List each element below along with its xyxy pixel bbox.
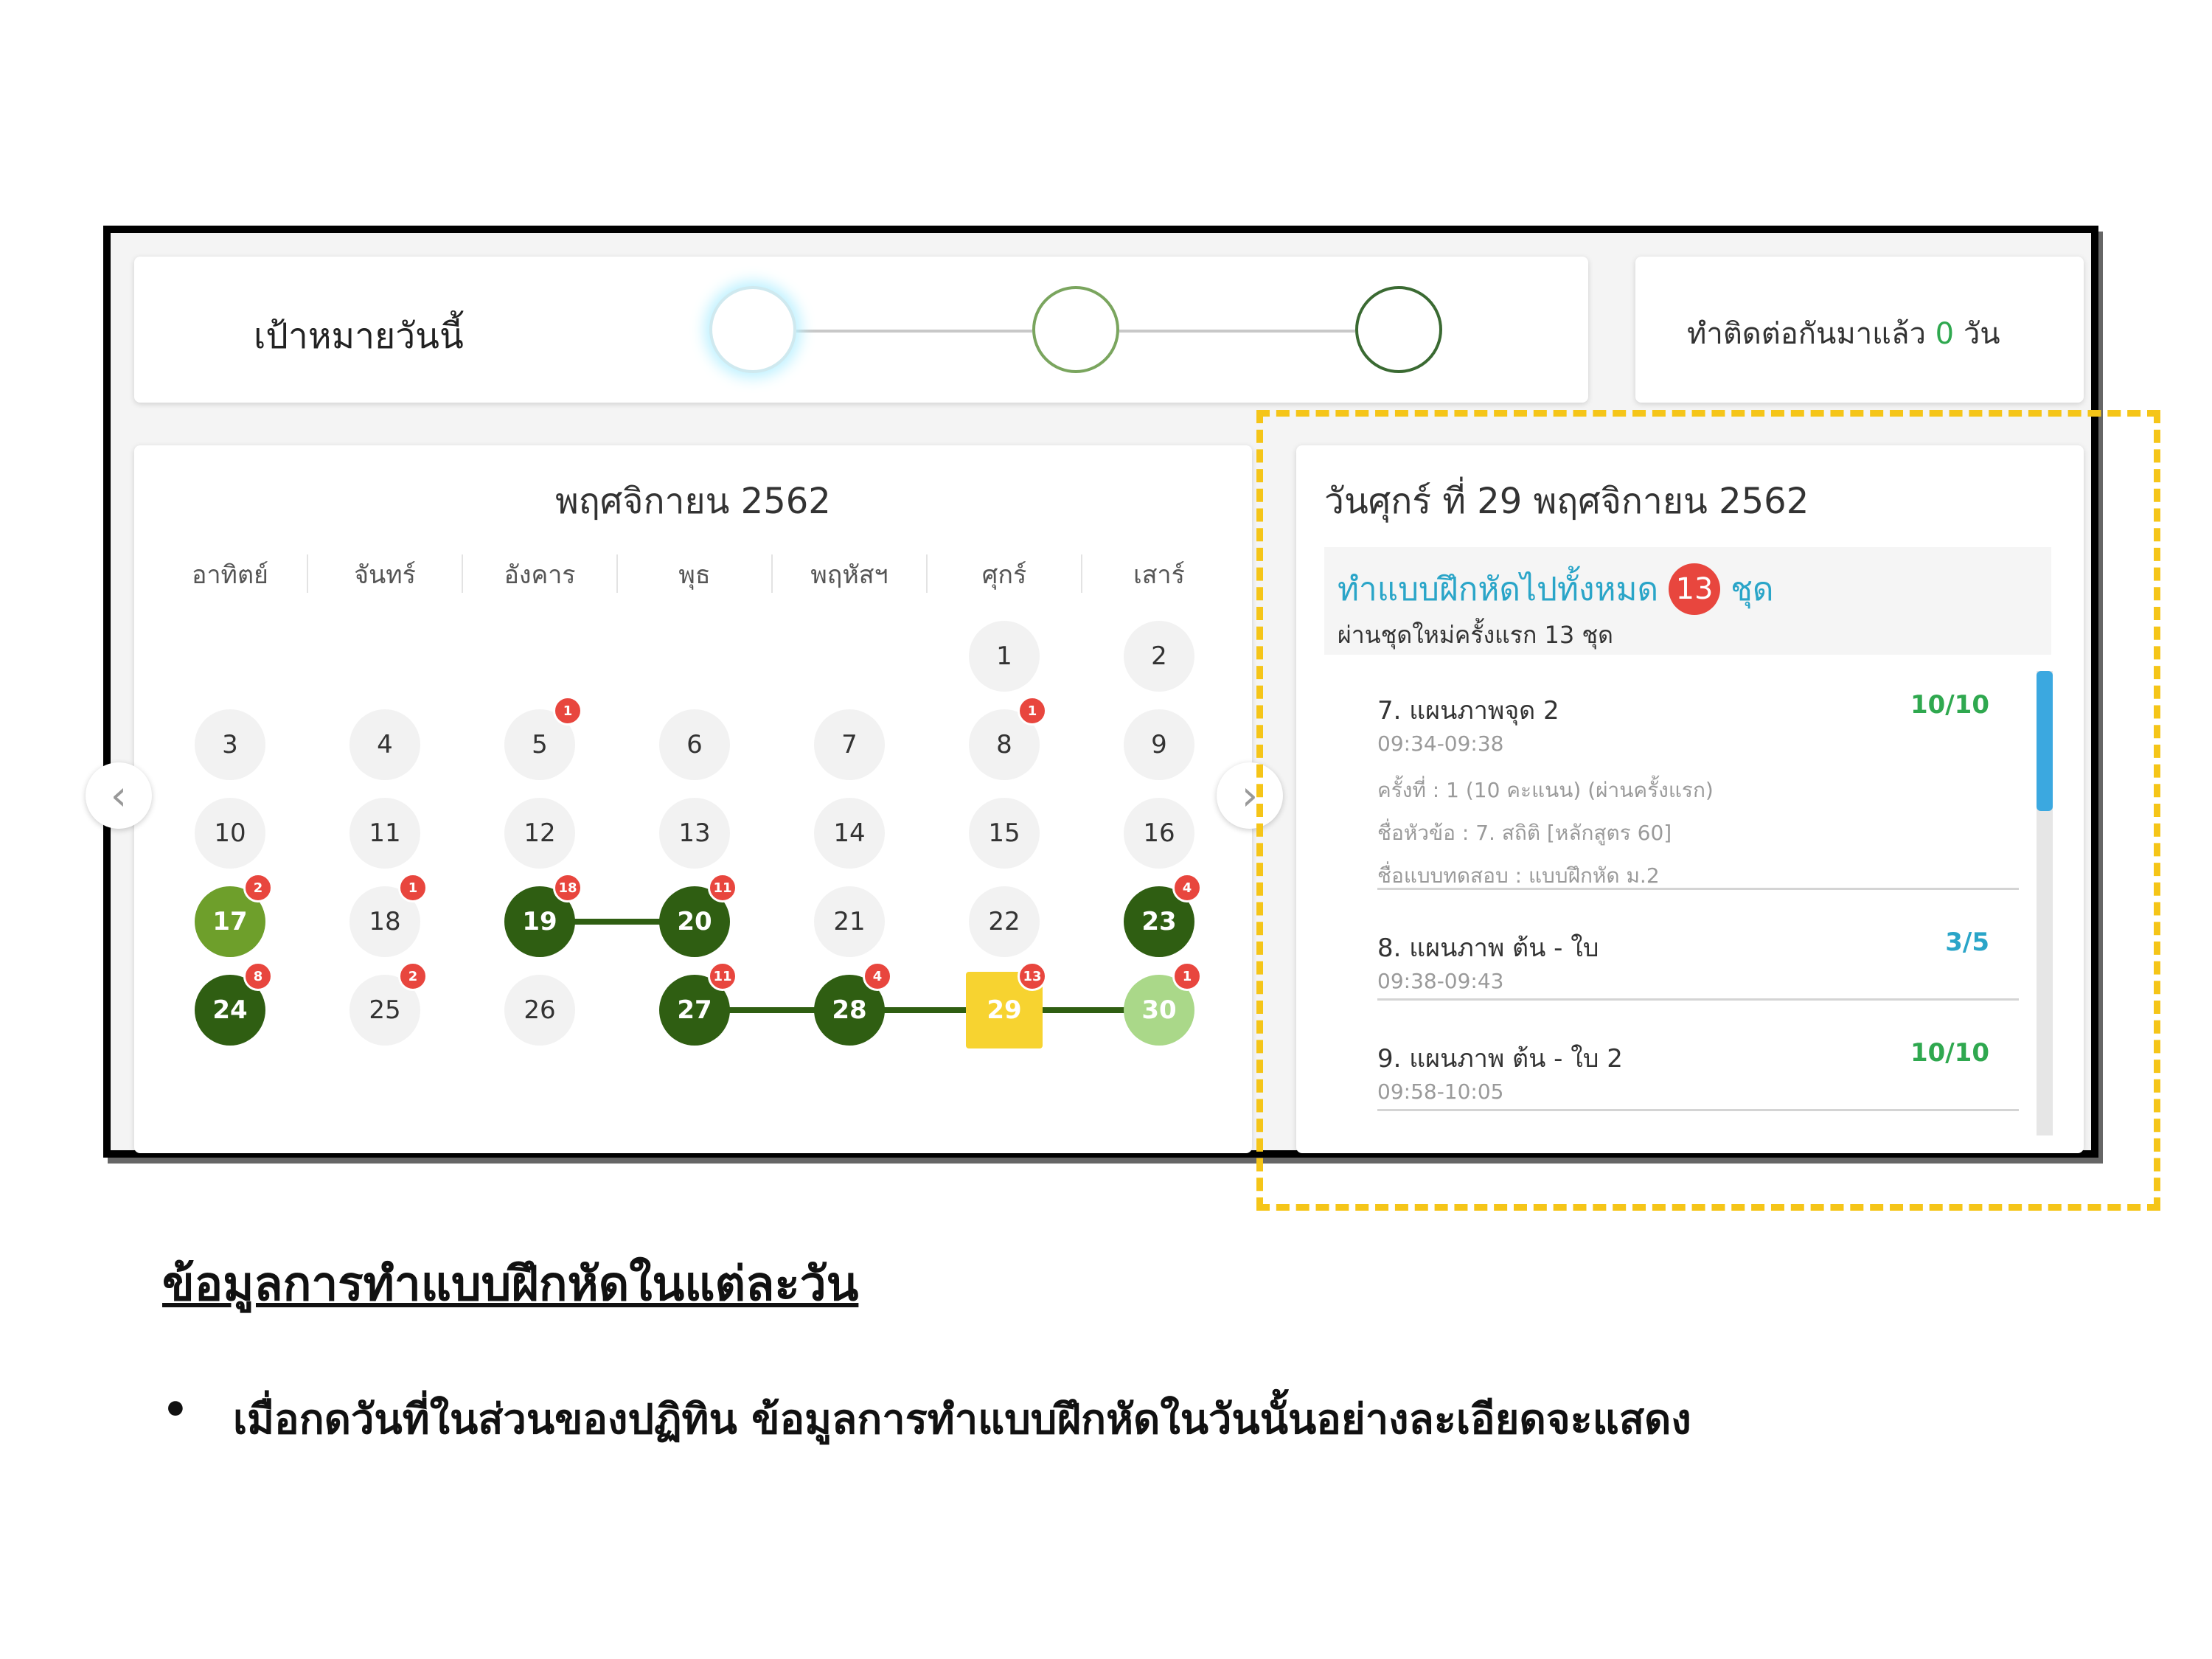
exercise-score: 10/10	[1910, 1038, 1989, 1068]
goal-step-1	[709, 286, 796, 373]
calendar-day[interactable]: 2	[1124, 621, 1194, 692]
calendar-day[interactable]: 16	[1124, 798, 1194, 869]
bullet-symbol: •	[162, 1386, 189, 1434]
section-heading: ข้อมูลการทำแบบฝึกหัดในแต่ละวัน	[162, 1257, 859, 1312]
day-detail-date: วันศุกร์ ที่ 29 พฤศจิกายน 2562	[1324, 481, 1809, 522]
weekday-header: พฤหัสฯ	[810, 560, 888, 590]
exercise-count-badge: 2	[398, 961, 428, 991]
exercise-count-badge: 18	[553, 873, 582, 902]
goal-step-3	[1355, 286, 1442, 373]
calendar-day[interactable]: 23	[1124, 886, 1194, 957]
exercise-time: 09:38-09:43	[1377, 969, 1504, 993]
goal-progress-line	[796, 330, 1032, 333]
exercise-count-badge: 1	[398, 873, 428, 902]
calendar-day[interactable]: 20	[659, 886, 730, 957]
weekday-divider	[307, 554, 308, 593]
weekday-header: เสาร์	[1133, 560, 1185, 590]
calendar-day[interactable]: 13	[659, 798, 730, 869]
goal-progress-line	[1119, 330, 1355, 333]
calendar-day[interactable]: 30	[1124, 975, 1194, 1046]
exercise-attempt: ครั้งที่ : 1 (10 คะแนน) (ผ่านครั้งแรก)	[1377, 778, 1714, 802]
exercise-test: ชื่อแบบทดสอบ : แบบฝึกหัด ม.2	[1377, 863, 1660, 888]
weekday-divider	[771, 554, 773, 593]
exercise-score: 3/5	[1945, 928, 1989, 957]
chevron-left-icon: ‹	[110, 771, 128, 820]
bullet-item	[162, 1386, 1691, 1452]
daily-goal-title: เป้าหมายวันนี้	[254, 316, 464, 357]
exercise-count-badge: 1	[1172, 961, 1202, 991]
calendar-day-selected[interactable]: 29	[966, 972, 1043, 1048]
weekday-header: อังคาร	[504, 560, 576, 590]
weekday-header: อาทิตย์	[192, 560, 268, 590]
calendar-card	[134, 445, 1252, 1153]
calendar-day[interactable]: 9	[1124, 709, 1194, 780]
calendar-day[interactable]: 22	[969, 886, 1040, 957]
exercise-name: 9. แผนภาพ ต้น - ใบ 2	[1377, 1044, 1623, 1074]
calendar-day[interactable]: 25	[349, 975, 420, 1046]
calendar-day[interactable]: 24	[195, 975, 265, 1046]
calendar-day[interactable]: 8	[969, 709, 1040, 780]
calendar-day[interactable]: 1	[969, 621, 1040, 692]
calendar-day[interactable]: 10	[195, 798, 265, 869]
calendar-day[interactable]: 5	[504, 709, 575, 780]
calendar-day[interactable]: 7	[814, 709, 885, 780]
exercise-time: 09:34-09:38	[1377, 731, 1504, 756]
calendar-day[interactable]: 6	[659, 709, 730, 780]
summary-first-pass: ผ่านชุดใหม่ครั้งแรก 13 ชุด	[1338, 621, 1613, 649]
weekday-header: จันทร์	[354, 560, 416, 590]
calendar-prev-button[interactable]	[86, 762, 152, 829]
calendar-day[interactable]: 19	[504, 886, 575, 957]
weekday-header: พุธ	[678, 560, 711, 590]
calendar-day[interactable]: 15	[969, 798, 1040, 869]
bullet-text: เมื่อกดวันที่ในส่วนของปฏิทิน ข้อมูลการทำแบบฝึกหัดในวันนั้นอย่างละเอียดจะแสดง	[233, 1396, 1691, 1444]
exercise-count-badge: 1	[1018, 696, 1047, 726]
summary-suffix: ชุด	[1731, 571, 1774, 608]
streak-text	[1687, 310, 2000, 357]
streak-card	[1635, 257, 2084, 403]
exercise-topic: ชื่อหัวข้อ : 7. สถิติ [หลักสูตร 60]	[1377, 821, 1672, 845]
exercise-name: 7. แผนภาพจุด 2	[1377, 696, 1559, 726]
exercise-count-badge: 4	[863, 961, 892, 991]
exercise-score: 10/10	[1910, 690, 1989, 720]
exercise-count-badge: 2	[243, 873, 273, 902]
weekday-divider	[462, 554, 463, 593]
highlight-dashed-box	[1256, 410, 2160, 1211]
weekday-divider	[616, 554, 618, 593]
calendar-month-title: พฤศจิกายน 2562	[555, 481, 831, 522]
exercise-count-badge: 11	[708, 961, 737, 991]
calendar-day[interactable]: 12	[504, 798, 575, 869]
exercise-count-badge: 1	[553, 696, 582, 726]
daily-goal-card	[134, 257, 1588, 403]
calendar-day[interactable]: 27	[659, 975, 730, 1046]
streak-suffix: วัน	[1963, 317, 2000, 351]
streak-connector	[695, 1007, 1159, 1013]
chevron-right-icon: ›	[1241, 771, 1259, 820]
exercise-count-badge: 13	[1018, 961, 1047, 991]
calendar-day[interactable]: 14	[814, 798, 885, 869]
weekday-divider	[1081, 554, 1082, 593]
exercise-count-badge: 8	[243, 961, 273, 991]
calendar-day[interactable]: 11	[349, 798, 420, 869]
exercise-name: 8. แผนภาพ ต้น - ใบ	[1377, 933, 1599, 963]
summary-prefix: ทำแบบฝึกหัดไปทั้งหมด	[1338, 571, 1659, 608]
exercise-time: 09:58-10:05	[1377, 1079, 1504, 1104]
streak-count: 0	[1935, 317, 1955, 351]
calendar-day[interactable]: 28	[814, 975, 885, 1046]
goal-step-2	[1032, 286, 1119, 373]
exercise-count-badge: 4	[1172, 873, 1202, 902]
calendar-day[interactable]: 26	[504, 975, 575, 1046]
calendar-day[interactable]: 18	[349, 886, 420, 957]
streak-prefix: ทำติดต่อกันมาแล้ว	[1687, 317, 1926, 351]
calendar-day[interactable]: 17	[195, 886, 265, 957]
calendar-day[interactable]: 21	[814, 886, 885, 957]
weekday-divider	[926, 554, 928, 593]
weekday-header: ศุกร์	[981, 560, 1027, 590]
summary-count-badge: 13	[1669, 563, 1720, 615]
calendar-day[interactable]: 4	[349, 709, 420, 780]
exercise-count-badge: 11	[708, 873, 737, 902]
calendar-day[interactable]: 3	[195, 709, 265, 780]
